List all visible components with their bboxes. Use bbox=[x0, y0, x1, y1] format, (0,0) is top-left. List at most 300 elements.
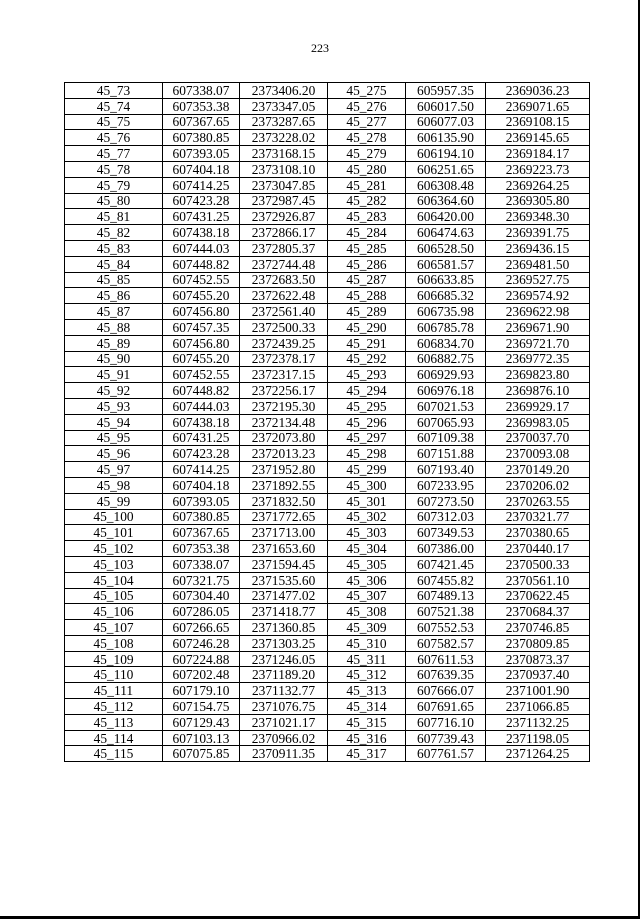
table-row bbox=[65, 351, 590, 367]
cell-y-left: 2372987.45 bbox=[240, 193, 328, 209]
cell-x-right: 606251.65 bbox=[406, 161, 486, 177]
cell-y-left: 2372134.48 bbox=[240, 414, 328, 430]
cell-point-id-left: 45_75 bbox=[65, 114, 163, 130]
table-row bbox=[65, 114, 590, 130]
cell-point-id-right: 45_285 bbox=[328, 240, 406, 256]
cell-point-id-right: 45_277 bbox=[328, 114, 406, 130]
cell-x-right: 606633.85 bbox=[406, 272, 486, 288]
cell-x-right: 607521.38 bbox=[406, 604, 486, 620]
cell-point-id-left: 45_87 bbox=[65, 304, 163, 320]
cell-x-right: 607193.40 bbox=[406, 462, 486, 478]
cell-x-left: 607353.38 bbox=[163, 541, 240, 557]
cell-x-left: 607444.03 bbox=[163, 398, 240, 414]
cell-x-right: 607312.03 bbox=[406, 509, 486, 525]
cell-y-left: 2371021.17 bbox=[240, 714, 328, 730]
table-row bbox=[65, 319, 590, 335]
cell-point-id-left: 45_105 bbox=[65, 588, 163, 604]
cell-y-left: 2371246.05 bbox=[240, 651, 328, 667]
cell-point-id-left: 45_115 bbox=[65, 746, 163, 762]
cell-y-left: 2372683.50 bbox=[240, 272, 328, 288]
cell-x-left: 607380.85 bbox=[163, 509, 240, 525]
cell-point-id-right: 45_279 bbox=[328, 146, 406, 162]
cell-x-right: 607666.07 bbox=[406, 683, 486, 699]
cell-x-left: 607456.80 bbox=[163, 335, 240, 351]
cell-x-left: 607423.28 bbox=[163, 193, 240, 209]
cell-x-right: 606364.60 bbox=[406, 193, 486, 209]
cell-point-id-left: 45_82 bbox=[65, 225, 163, 241]
cell-x-right: 606420.00 bbox=[406, 209, 486, 225]
cell-point-id-right: 45_286 bbox=[328, 256, 406, 272]
cell-y-left: 2372622.48 bbox=[240, 288, 328, 304]
cell-point-id-right: 45_290 bbox=[328, 319, 406, 335]
cell-point-id-right: 45_297 bbox=[328, 430, 406, 446]
cell-y-right: 2370622.45 bbox=[486, 588, 590, 604]
cell-point-id-right: 45_311 bbox=[328, 651, 406, 667]
cell-x-left: 607452.55 bbox=[163, 367, 240, 383]
cell-point-id-left: 45_108 bbox=[65, 635, 163, 651]
cell-x-left: 607455.20 bbox=[163, 351, 240, 367]
cell-point-id-left: 45_80 bbox=[65, 193, 163, 209]
cell-y-right: 2369145.65 bbox=[486, 130, 590, 146]
cell-x-right: 606834.70 bbox=[406, 335, 486, 351]
cell-y-right: 2369305.80 bbox=[486, 193, 590, 209]
table-row bbox=[65, 651, 590, 667]
table-row bbox=[65, 509, 590, 525]
cell-y-left: 2370966.02 bbox=[240, 730, 328, 746]
cell-point-id-right: 45_283 bbox=[328, 209, 406, 225]
cell-point-id-right: 45_302 bbox=[328, 509, 406, 525]
cell-x-right: 607639.35 bbox=[406, 667, 486, 683]
cell-y-right: 2370873.37 bbox=[486, 651, 590, 667]
cell-y-right: 2369622.98 bbox=[486, 304, 590, 320]
table-row bbox=[65, 541, 590, 557]
cell-y-left: 2371303.25 bbox=[240, 635, 328, 651]
cell-point-id-left: 45_93 bbox=[65, 398, 163, 414]
cell-point-id-left: 45_77 bbox=[65, 146, 163, 162]
cell-x-left: 607423.28 bbox=[163, 446, 240, 462]
table-row bbox=[65, 620, 590, 636]
cell-y-right: 2369983.05 bbox=[486, 414, 590, 430]
cell-y-right: 2369108.15 bbox=[486, 114, 590, 130]
cell-x-right: 607582.57 bbox=[406, 635, 486, 651]
cell-point-id-left: 45_94 bbox=[65, 414, 163, 430]
cell-y-right: 2371066.85 bbox=[486, 699, 590, 715]
cell-point-id-right: 45_275 bbox=[328, 83, 406, 99]
table-row bbox=[65, 335, 590, 351]
cell-x-left: 607321.75 bbox=[163, 572, 240, 588]
cell-x-right: 607716.10 bbox=[406, 714, 486, 730]
cell-point-id-left: 45_107 bbox=[65, 620, 163, 636]
cell-x-right: 607273.50 bbox=[406, 493, 486, 509]
cell-y-left: 2372378.17 bbox=[240, 351, 328, 367]
cell-point-id-left: 45_84 bbox=[65, 256, 163, 272]
table-row bbox=[65, 714, 590, 730]
cell-point-id-left: 45_103 bbox=[65, 556, 163, 572]
table-row bbox=[65, 730, 590, 746]
cell-point-id-right: 45_287 bbox=[328, 272, 406, 288]
cell-y-right: 2371132.25 bbox=[486, 714, 590, 730]
cell-y-left: 2372256.17 bbox=[240, 383, 328, 399]
cell-y-left: 2373287.65 bbox=[240, 114, 328, 130]
cell-x-left: 607393.05 bbox=[163, 146, 240, 162]
cell-point-id-left: 45_114 bbox=[65, 730, 163, 746]
cell-x-left: 607338.07 bbox=[163, 556, 240, 572]
cell-y-right: 2369184.17 bbox=[486, 146, 590, 162]
cell-y-right: 2371001.90 bbox=[486, 683, 590, 699]
cell-y-left: 2372317.15 bbox=[240, 367, 328, 383]
cell-point-id-right: 45_309 bbox=[328, 620, 406, 636]
cell-y-left: 2372073.80 bbox=[240, 430, 328, 446]
cell-x-left: 607154.75 bbox=[163, 699, 240, 715]
cell-x-left: 607404.18 bbox=[163, 477, 240, 493]
cell-x-right: 607386.00 bbox=[406, 541, 486, 557]
cell-point-id-right: 45_304 bbox=[328, 541, 406, 557]
cell-point-id-right: 45_316 bbox=[328, 730, 406, 746]
cell-x-left: 607367.65 bbox=[163, 114, 240, 130]
cell-x-right: 607151.88 bbox=[406, 446, 486, 462]
cell-point-id-left: 45_79 bbox=[65, 177, 163, 193]
cell-point-id-left: 45_102 bbox=[65, 541, 163, 557]
cell-point-id-right: 45_298 bbox=[328, 446, 406, 462]
cell-y-left: 2372500.33 bbox=[240, 319, 328, 335]
cell-x-left: 607304.40 bbox=[163, 588, 240, 604]
table-row bbox=[65, 367, 590, 383]
table-row bbox=[65, 240, 590, 256]
cell-y-right: 2369721.70 bbox=[486, 335, 590, 351]
cell-x-right: 607552.53 bbox=[406, 620, 486, 636]
cell-x-right: 607611.53 bbox=[406, 651, 486, 667]
cell-x-right: 606685.32 bbox=[406, 288, 486, 304]
cell-x-right: 606976.18 bbox=[406, 383, 486, 399]
cell-point-id-left: 45_88 bbox=[65, 319, 163, 335]
cell-y-left: 2372561.40 bbox=[240, 304, 328, 320]
cell-point-id-left: 45_91 bbox=[65, 367, 163, 383]
cell-point-id-right: 45_284 bbox=[328, 225, 406, 241]
table-row bbox=[65, 398, 590, 414]
cell-point-id-right: 45_278 bbox=[328, 130, 406, 146]
cell-x-left: 607286.05 bbox=[163, 604, 240, 620]
cell-x-left: 607438.18 bbox=[163, 225, 240, 241]
cell-y-left: 2372805.37 bbox=[240, 240, 328, 256]
cell-y-right: 2369036.23 bbox=[486, 83, 590, 99]
table-row bbox=[65, 493, 590, 509]
cell-point-id-left: 45_112 bbox=[65, 699, 163, 715]
cell-x-left: 607455.20 bbox=[163, 288, 240, 304]
cell-point-id-right: 45_300 bbox=[328, 477, 406, 493]
table-row bbox=[65, 288, 590, 304]
cell-y-left: 2372195.30 bbox=[240, 398, 328, 414]
table-row bbox=[65, 256, 590, 272]
cell-y-right: 2370380.65 bbox=[486, 525, 590, 541]
table-row bbox=[65, 304, 590, 320]
cell-x-left: 607246.28 bbox=[163, 635, 240, 651]
cell-y-left: 2371653.60 bbox=[240, 541, 328, 557]
cell-x-left: 607404.18 bbox=[163, 161, 240, 177]
cell-point-id-right: 45_280 bbox=[328, 161, 406, 177]
cell-point-id-right: 45_282 bbox=[328, 193, 406, 209]
table-row bbox=[65, 430, 590, 446]
cell-y-left: 2371132.77 bbox=[240, 683, 328, 699]
cell-y-right: 2369071.65 bbox=[486, 98, 590, 114]
cell-point-id-right: 45_305 bbox=[328, 556, 406, 572]
cell-y-right: 2371264.25 bbox=[486, 746, 590, 762]
cell-x-right: 606785.78 bbox=[406, 319, 486, 335]
cell-x-left: 607179.10 bbox=[163, 683, 240, 699]
cell-y-right: 2370937.40 bbox=[486, 667, 590, 683]
cell-y-left: 2371477.02 bbox=[240, 588, 328, 604]
cell-point-id-left: 45_78 bbox=[65, 161, 163, 177]
cell-point-id-left: 45_81 bbox=[65, 209, 163, 225]
cell-point-id-left: 45_76 bbox=[65, 130, 163, 146]
cell-x-left: 607353.38 bbox=[163, 98, 240, 114]
table-row bbox=[65, 98, 590, 114]
cell-x-right: 606135.90 bbox=[406, 130, 486, 146]
cell-point-id-left: 45_113 bbox=[65, 714, 163, 730]
cell-x-left: 607448.82 bbox=[163, 256, 240, 272]
cell-x-right: 607489.13 bbox=[406, 588, 486, 604]
cell-y-right: 2370746.85 bbox=[486, 620, 590, 636]
cell-x-left: 607338.07 bbox=[163, 83, 240, 99]
cell-x-left: 607414.25 bbox=[163, 462, 240, 478]
cell-x-left: 607444.03 bbox=[163, 240, 240, 256]
cell-point-id-right: 45_312 bbox=[328, 667, 406, 683]
table-row bbox=[65, 477, 590, 493]
cell-x-left: 607438.18 bbox=[163, 414, 240, 430]
table-row bbox=[65, 635, 590, 651]
coordinates-table bbox=[64, 82, 590, 762]
cell-x-left: 607431.25 bbox=[163, 209, 240, 225]
cell-y-right: 2370263.55 bbox=[486, 493, 590, 509]
cell-y-left: 2373047.85 bbox=[240, 177, 328, 193]
table-row bbox=[65, 83, 590, 99]
cell-point-id-right: 45_295 bbox=[328, 398, 406, 414]
table-row bbox=[65, 446, 590, 462]
cell-x-left: 607103.13 bbox=[163, 730, 240, 746]
cell-y-right: 2370809.85 bbox=[486, 635, 590, 651]
table-row bbox=[65, 383, 590, 399]
cell-x-right: 606308.48 bbox=[406, 177, 486, 193]
cell-y-left: 2373347.05 bbox=[240, 98, 328, 114]
cell-x-right: 606474.63 bbox=[406, 225, 486, 241]
cell-x-right: 606735.98 bbox=[406, 304, 486, 320]
cell-x-left: 607202.48 bbox=[163, 667, 240, 683]
cell-x-left: 607452.55 bbox=[163, 272, 240, 288]
cell-point-id-left: 45_96 bbox=[65, 446, 163, 462]
cell-point-id-left: 45_83 bbox=[65, 240, 163, 256]
cell-point-id-right: 45_281 bbox=[328, 177, 406, 193]
cell-point-id-right: 45_289 bbox=[328, 304, 406, 320]
cell-point-id-right: 45_307 bbox=[328, 588, 406, 604]
cell-x-left: 607075.85 bbox=[163, 746, 240, 762]
cell-x-left: 607456.80 bbox=[163, 304, 240, 320]
table-row bbox=[65, 209, 590, 225]
cell-y-left: 2373108.10 bbox=[240, 161, 328, 177]
cell-point-id-right: 45_308 bbox=[328, 604, 406, 620]
cell-y-left: 2371535.60 bbox=[240, 572, 328, 588]
table-row bbox=[65, 130, 590, 146]
cell-point-id-left: 45_110 bbox=[65, 667, 163, 683]
cell-point-id-right: 45_306 bbox=[328, 572, 406, 588]
cell-point-id-left: 45_101 bbox=[65, 525, 163, 541]
cell-y-right: 2369481.50 bbox=[486, 256, 590, 272]
cell-point-id-right: 45_296 bbox=[328, 414, 406, 430]
cell-y-left: 2373228.02 bbox=[240, 130, 328, 146]
cell-x-left: 607129.43 bbox=[163, 714, 240, 730]
cell-y-right: 2370206.02 bbox=[486, 477, 590, 493]
cell-y-left: 2371418.77 bbox=[240, 604, 328, 620]
cell-x-right: 606077.03 bbox=[406, 114, 486, 130]
cell-y-left: 2371594.45 bbox=[240, 556, 328, 572]
table-row bbox=[65, 462, 590, 478]
table-row bbox=[65, 225, 590, 241]
cell-point-id-right: 45_310 bbox=[328, 635, 406, 651]
cell-y-right: 2369823.80 bbox=[486, 367, 590, 383]
cell-point-id-left: 45_97 bbox=[65, 462, 163, 478]
cell-x-right: 606528.50 bbox=[406, 240, 486, 256]
cell-y-left: 2372926.87 bbox=[240, 209, 328, 225]
cell-point-id-right: 45_294 bbox=[328, 383, 406, 399]
cell-point-id-right: 45_303 bbox=[328, 525, 406, 541]
cell-point-id-right: 45_292 bbox=[328, 351, 406, 367]
cell-x-right: 606882.75 bbox=[406, 351, 486, 367]
cell-x-left: 607367.65 bbox=[163, 525, 240, 541]
cell-point-id-right: 45_315 bbox=[328, 714, 406, 730]
cell-y-right: 2370500.33 bbox=[486, 556, 590, 572]
cell-y-left: 2372439.25 bbox=[240, 335, 328, 351]
cell-x-right: 607455.82 bbox=[406, 572, 486, 588]
cell-y-right: 2369671.90 bbox=[486, 319, 590, 335]
cell-point-id-left: 45_109 bbox=[65, 651, 163, 667]
cell-x-left: 607414.25 bbox=[163, 177, 240, 193]
cell-y-right: 2370149.20 bbox=[486, 462, 590, 478]
cell-x-right: 605957.35 bbox=[406, 83, 486, 99]
cell-y-left: 2371713.00 bbox=[240, 525, 328, 541]
cell-x-right: 606194.10 bbox=[406, 146, 486, 162]
cell-y-right: 2369391.75 bbox=[486, 225, 590, 241]
cell-y-left: 2372866.17 bbox=[240, 225, 328, 241]
cell-y-right: 2369772.35 bbox=[486, 351, 590, 367]
cell-point-id-left: 45_100 bbox=[65, 509, 163, 525]
table-row bbox=[65, 588, 590, 604]
table-row bbox=[65, 146, 590, 162]
cell-point-id-right: 45_291 bbox=[328, 335, 406, 351]
cell-x-right: 606581.57 bbox=[406, 256, 486, 272]
cell-x-right: 607691.65 bbox=[406, 699, 486, 715]
cell-x-right: 607739.43 bbox=[406, 730, 486, 746]
cell-y-left: 2372013.23 bbox=[240, 446, 328, 462]
cell-point-id-left: 45_98 bbox=[65, 477, 163, 493]
cell-point-id-left: 45_106 bbox=[65, 604, 163, 620]
cell-point-id-right: 45_313 bbox=[328, 683, 406, 699]
cell-y-right: 2369929.17 bbox=[486, 398, 590, 414]
cell-point-id-left: 45_85 bbox=[65, 272, 163, 288]
cell-point-id-right: 45_299 bbox=[328, 462, 406, 478]
cell-y-left: 2373406.20 bbox=[240, 83, 328, 99]
cell-point-id-right: 45_293 bbox=[328, 367, 406, 383]
cell-y-right: 2371198.05 bbox=[486, 730, 590, 746]
cell-x-right: 606929.93 bbox=[406, 367, 486, 383]
cell-y-left: 2371189.20 bbox=[240, 667, 328, 683]
cell-x-right: 607233.95 bbox=[406, 477, 486, 493]
table-row bbox=[65, 667, 590, 683]
table-row bbox=[65, 699, 590, 715]
cell-y-left: 2371772.65 bbox=[240, 509, 328, 525]
table-row bbox=[65, 272, 590, 288]
table-row bbox=[65, 572, 590, 588]
cell-y-left: 2371360.85 bbox=[240, 620, 328, 636]
cell-y-right: 2370321.77 bbox=[486, 509, 590, 525]
cell-point-id-left: 45_111 bbox=[65, 683, 163, 699]
cell-point-id-left: 45_74 bbox=[65, 98, 163, 114]
cell-point-id-left: 45_90 bbox=[65, 351, 163, 367]
table-row bbox=[65, 161, 590, 177]
cell-point-id-left: 45_92 bbox=[65, 383, 163, 399]
cell-point-id-right: 45_276 bbox=[328, 98, 406, 114]
cell-y-right: 2370684.37 bbox=[486, 604, 590, 620]
cell-x-right: 607065.93 bbox=[406, 414, 486, 430]
cell-x-right: 607021.53 bbox=[406, 398, 486, 414]
cell-x-left: 607224.88 bbox=[163, 651, 240, 667]
table-row bbox=[65, 556, 590, 572]
page-number: 223 bbox=[311, 41, 329, 55]
cell-x-left: 607431.25 bbox=[163, 430, 240, 446]
cell-x-right: 607109.38 bbox=[406, 430, 486, 446]
cell-y-left: 2373168.15 bbox=[240, 146, 328, 162]
cell-y-left: 2371076.75 bbox=[240, 699, 328, 715]
table-row bbox=[65, 683, 590, 699]
cell-y-right: 2369264.25 bbox=[486, 177, 590, 193]
cell-point-id-left: 45_86 bbox=[65, 288, 163, 304]
cell-y-left: 2371892.55 bbox=[240, 477, 328, 493]
cell-y-right: 2369527.75 bbox=[486, 272, 590, 288]
table-row bbox=[65, 414, 590, 430]
table-row bbox=[65, 193, 590, 209]
cell-y-right: 2370037.70 bbox=[486, 430, 590, 446]
table-row bbox=[65, 746, 590, 762]
cell-x-right: 607349.53 bbox=[406, 525, 486, 541]
table-row bbox=[65, 604, 590, 620]
cell-y-right: 2369348.30 bbox=[486, 209, 590, 225]
table-row bbox=[65, 525, 590, 541]
cell-y-right: 2369574.92 bbox=[486, 288, 590, 304]
cell-y-right: 2370093.08 bbox=[486, 446, 590, 462]
cell-x-left: 607266.65 bbox=[163, 620, 240, 636]
cell-y-right: 2369223.73 bbox=[486, 161, 590, 177]
cell-y-left: 2371952.80 bbox=[240, 462, 328, 478]
cell-x-left: 607393.05 bbox=[163, 493, 240, 509]
cell-x-right: 606017.50 bbox=[406, 98, 486, 114]
cell-point-id-left: 45_95 bbox=[65, 430, 163, 446]
coordinates-table-body bbox=[65, 83, 590, 762]
cell-y-left: 2372744.48 bbox=[240, 256, 328, 272]
cell-y-left: 2370911.35 bbox=[240, 746, 328, 762]
cell-point-id-left: 45_73 bbox=[65, 83, 163, 99]
cell-x-left: 607380.85 bbox=[163, 130, 240, 146]
cell-x-right: 607421.45 bbox=[406, 556, 486, 572]
cell-y-left: 2371832.50 bbox=[240, 493, 328, 509]
cell-point-id-right: 45_301 bbox=[328, 493, 406, 509]
cell-point-id-right: 45_314 bbox=[328, 699, 406, 715]
cell-point-id-left: 45_89 bbox=[65, 335, 163, 351]
cell-x-right: 607761.57 bbox=[406, 746, 486, 762]
table-row bbox=[65, 177, 590, 193]
cell-y-right: 2369436.15 bbox=[486, 240, 590, 256]
cell-x-left: 607448.82 bbox=[163, 383, 240, 399]
cell-y-right: 2370561.10 bbox=[486, 572, 590, 588]
cell-y-right: 2370440.17 bbox=[486, 541, 590, 557]
cell-y-right: 2369876.10 bbox=[486, 383, 590, 399]
cell-point-id-right: 45_288 bbox=[328, 288, 406, 304]
